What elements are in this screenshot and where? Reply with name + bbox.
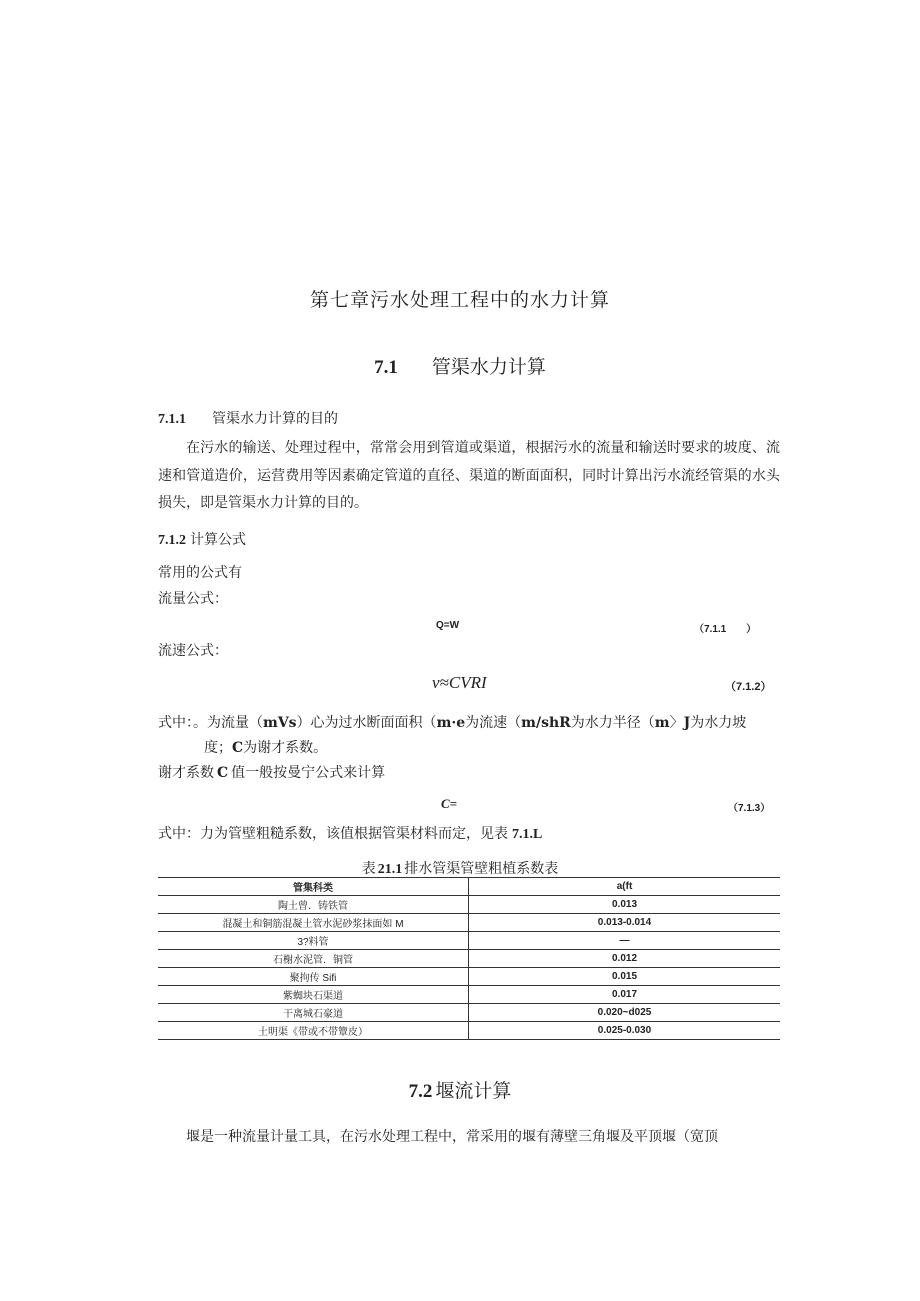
table-cell-material: 紫蜘块石渠道	[158, 986, 469, 1004]
table-cell-coefficient: 0.017	[469, 986, 781, 1004]
equation-number-7-1-2: （7.1.2）	[725, 681, 772, 693]
table-cell-coefficient: 0.013-0.014	[469, 914, 781, 932]
subsection-heading-7-1-2	[158, 529, 246, 549]
text-run: 式中：力为管壁粗糙系数，该值根据管渠材料而定，见表	[158, 826, 508, 842]
table-cell-material: 混凝土和铜筋混凝土管水泥砂浆抹面如 M	[158, 914, 469, 932]
text-run-bold: C	[217, 765, 229, 781]
text-run-bold: m/shR	[521, 715, 571, 731]
section-heading-7-2	[0, 1076, 920, 1103]
text-run: 度；	[204, 740, 232, 756]
where-paragraph-2	[158, 823, 542, 843]
text-run-bold: J	[683, 715, 691, 731]
equation-number-7-1-3: （7.1.3）	[728, 803, 771, 814]
table-row	[158, 932, 780, 950]
text-run: 排水管渠管壁粗植系数表	[404, 861, 559, 877]
section-number: 7.1	[374, 357, 398, 378]
table-cell-material: 聚拘传 Sifi	[158, 968, 469, 986]
text-run-bold: m	[654, 715, 670, 731]
table-header-row	[158, 878, 780, 896]
flow-formula-label: 流量公式：	[158, 591, 228, 607]
table-cell-material: 土明渠《带或不带簟皮）	[158, 1022, 469, 1040]
subsection-title: 计算公式	[190, 532, 246, 548]
subsection-heading-7-1-1	[158, 408, 338, 428]
table-row	[158, 1022, 780, 1040]
table-cell-material: 陶土曾．铸铁管	[158, 896, 469, 914]
common-formulas-text: 常用的公式有	[158, 565, 242, 581]
equation-7-1-2: v≈CVRI	[432, 673, 487, 692]
text-run: 谢才系数	[158, 765, 214, 781]
equation-7-1-1: Q=W	[436, 620, 460, 631]
table-row	[158, 896, 780, 914]
table-row	[158, 986, 780, 1004]
equation-number-7-1-1: （7.1.1 ）	[694, 624, 757, 635]
text-run: 式中：。为流量（	[158, 715, 263, 731]
text-run: 表	[361, 861, 376, 877]
table-header-coefficient: a(ft	[469, 878, 781, 896]
subsection-title: 管渠水力计算的目的	[212, 411, 338, 427]
table-cell-coefficient: 0.025-0.030	[469, 1022, 781, 1040]
table-cell-coefficient: 0.015	[469, 968, 781, 986]
purpose-paragraph: 在污水的输送、处理过程中，常常会用到管道或渠道，根据污水的流量和输送时要求的坡度、流速和管道造价，运营费用等因素确定管道的直径、渠道的断面面积，同时计算出污水流经管渠的水头损失，即是管渠水力计算的目的。	[158, 440, 780, 511]
text-run-bold: mVs	[263, 715, 297, 731]
where-paragraph-1-line-2	[204, 737, 327, 757]
text-run-bold: m·e	[436, 715, 466, 731]
text-run: 为水力半径（	[570, 715, 655, 731]
text-run-bold: C	[232, 740, 244, 756]
table-cell-material: 干离城石豪道	[158, 1004, 469, 1022]
subsection-number: 7.1.1	[158, 412, 186, 427]
table-cell-material: 3?料管	[158, 932, 469, 950]
chezy-coefficient-text	[158, 762, 385, 782]
roughness-coefficient-table	[158, 877, 780, 1040]
section-number: 7.2	[408, 1081, 433, 1102]
table-cell-material: 石榭水泥管．铜管	[158, 950, 469, 968]
subsection-number: 7.1.2	[158, 533, 186, 548]
table-row	[158, 914, 780, 932]
table-cell-coefficient: 0.012	[469, 950, 781, 968]
table-row	[158, 1004, 780, 1022]
text-run: 为谢才系数。	[243, 740, 328, 756]
table-cell-coefficient: 0.020~d025	[469, 1004, 781, 1022]
table-header-material: 管集科类	[158, 878, 469, 896]
table-caption	[0, 858, 920, 878]
equation-7-1-3: C=	[441, 796, 458, 811]
section-heading-7-1	[0, 352, 920, 379]
weir-paragraph: 堰是一种流量计量工具，在污水处理工程中，常采用的堰有薄壁三角堰及平顶堰（宽顶	[186, 1129, 718, 1145]
text-run: 〉	[669, 715, 684, 731]
text-run: 值一般按曼宁公式来计算	[231, 765, 386, 781]
text-run: 为流速（	[465, 715, 522, 731]
velocity-formula-label: 流速公式：	[158, 643, 228, 659]
table-cell-coefficient: 0.013	[469, 896, 781, 914]
section-title: 堰流计算	[435, 1080, 512, 1102]
text-run-bold: 21.1	[377, 862, 403, 877]
text-run: ）心为过水断面面积（	[296, 715, 437, 731]
table-row	[158, 950, 780, 968]
section-title: 管渠水力计算	[431, 356, 546, 378]
table-row	[158, 968, 780, 986]
chapter-title: 第七章污水处理工程中的水力计算	[309, 289, 610, 311]
text-run: 为水力坡	[690, 715, 747, 731]
text-run-bold: 7.1.L	[512, 827, 543, 842]
where-paragraph-1	[158, 711, 780, 736]
table-cell-coefficient: —	[469, 932, 781, 950]
